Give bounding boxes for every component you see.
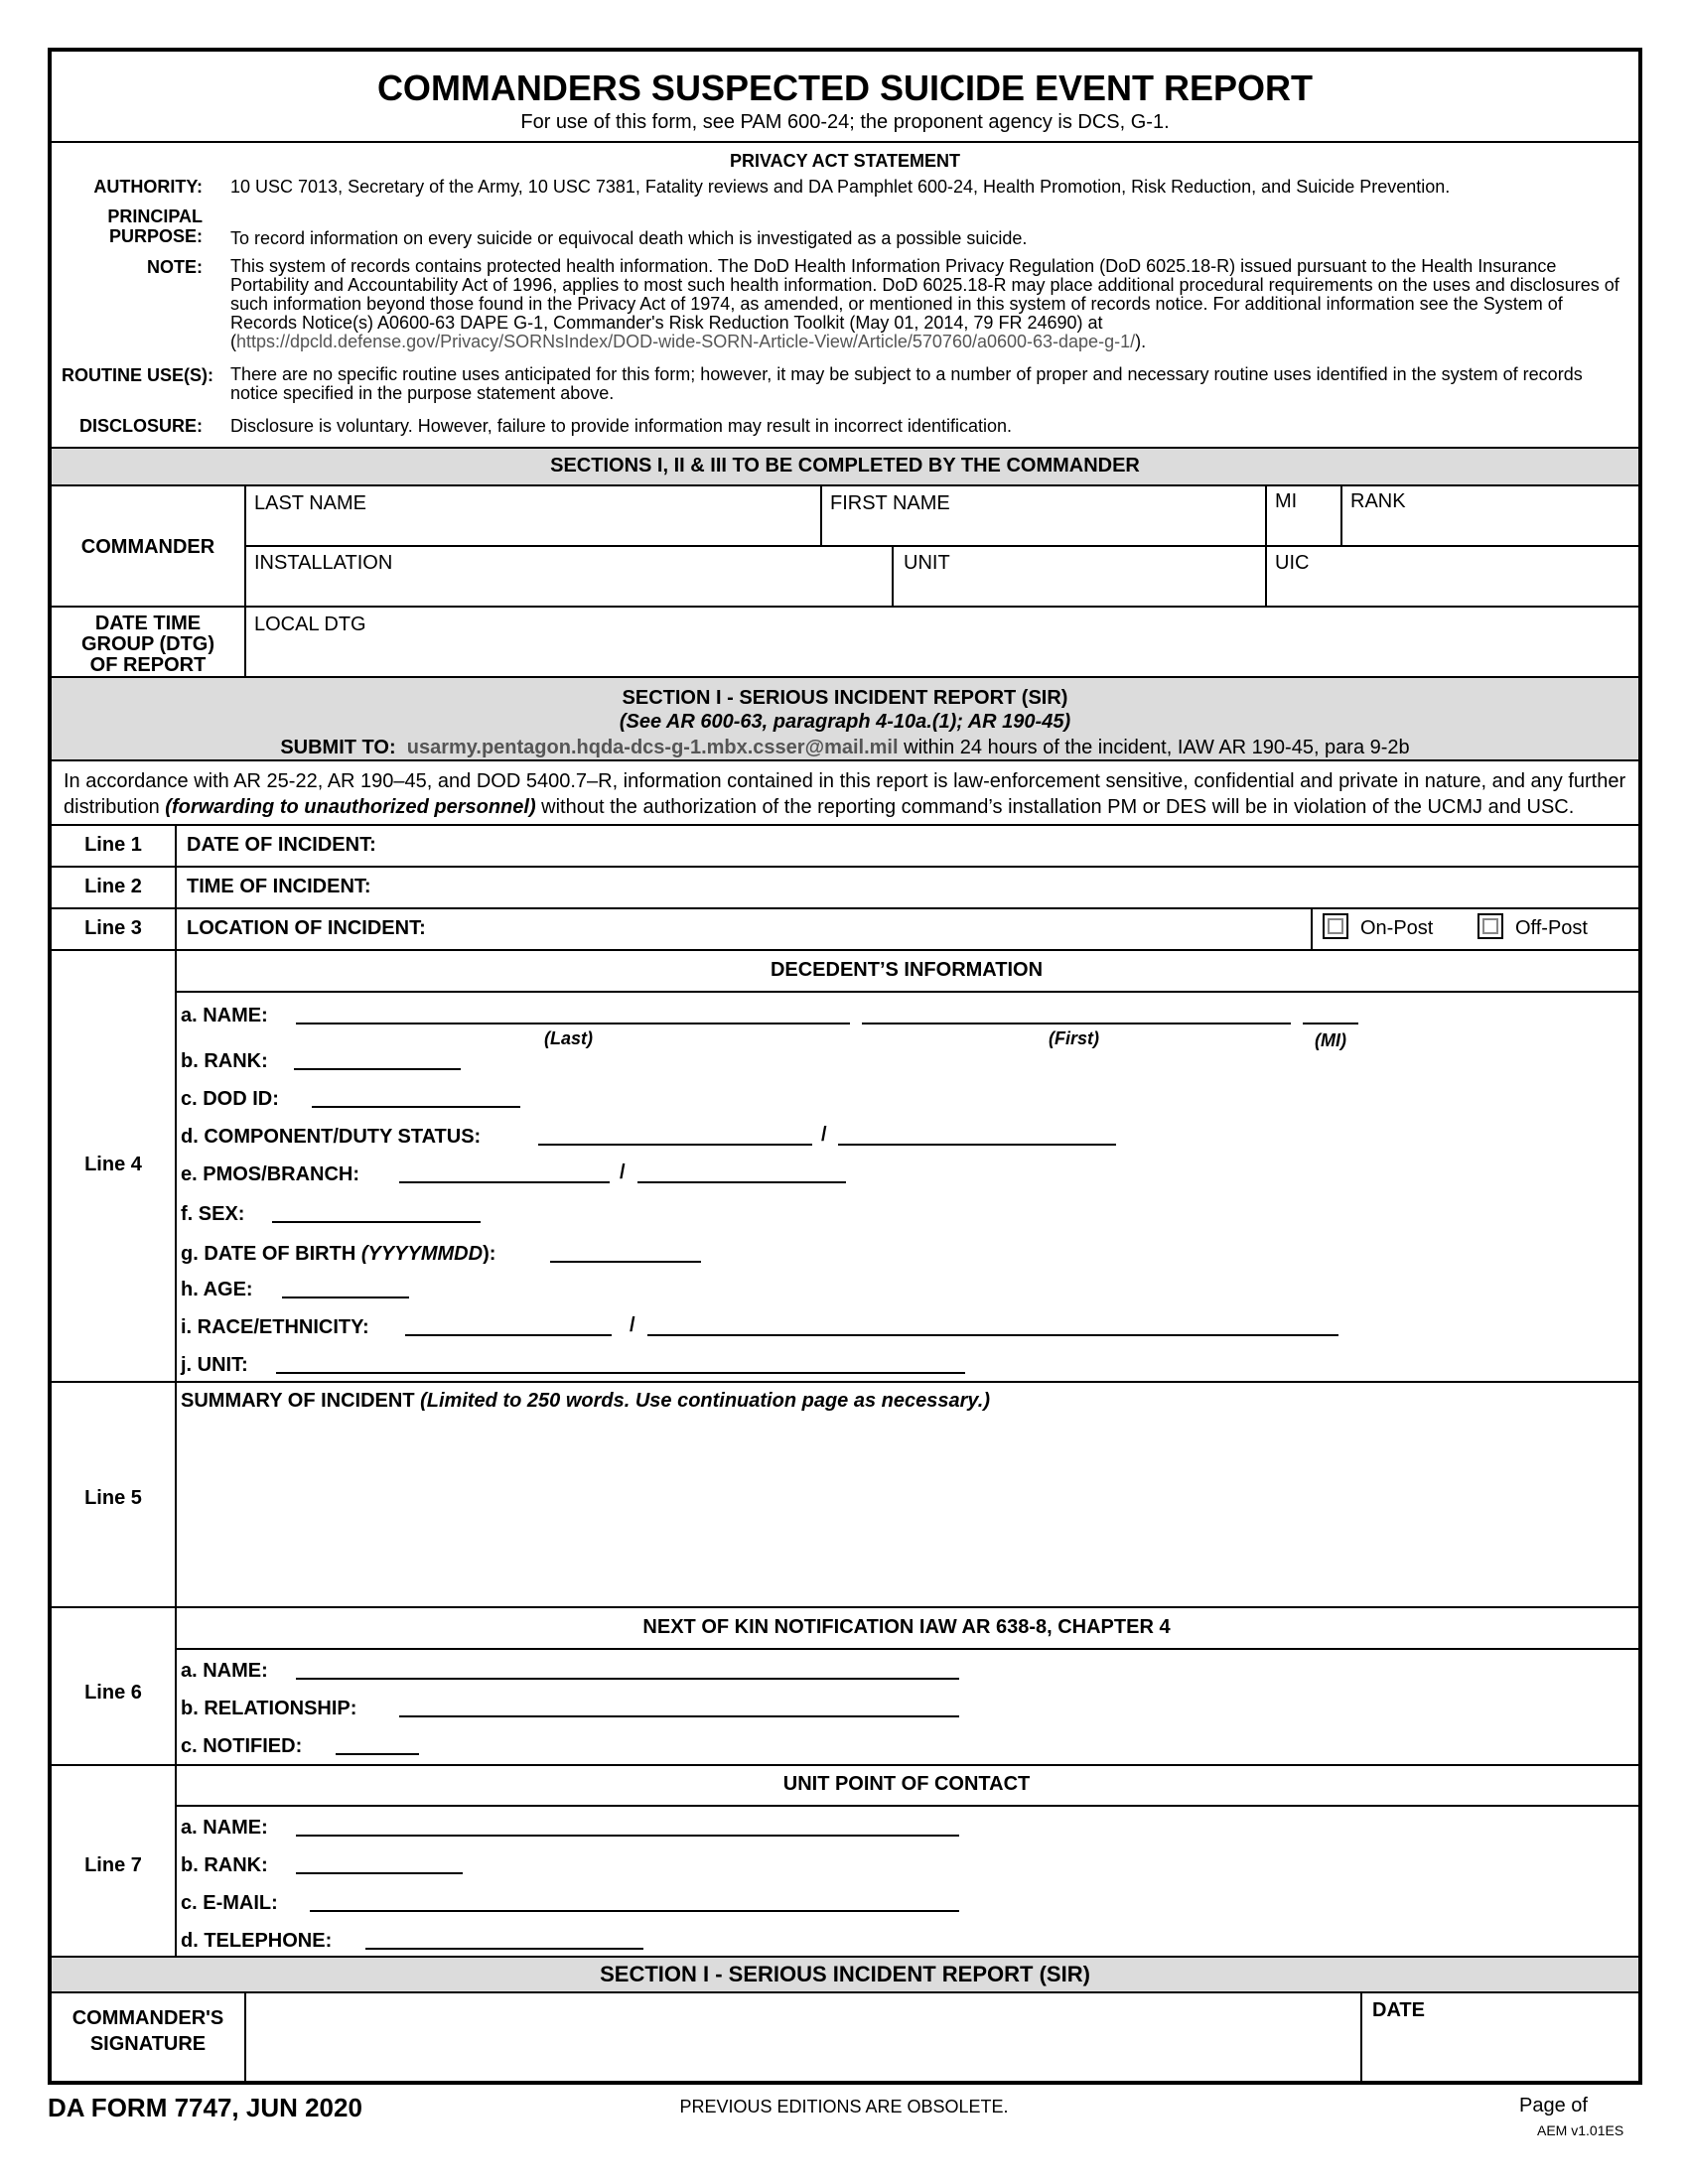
decedent-mi-input[interactable] [1303, 1023, 1358, 1024]
pmos-branch-label: e. PMOS/BRANCH: [181, 1163, 360, 1185]
commander-signature-label: COMMANDER'S SIGNATURE [71, 2007, 224, 2055]
poc-rank-input[interactable] [296, 1872, 463, 1874]
component-duty-status-label: d. COMPONENT/DUTY STATUS: [181, 1126, 482, 1148]
note-label: NOTE: [147, 257, 203, 277]
ethnicity-input[interactable] [647, 1334, 1338, 1336]
race-ethnicity-label: i. RACE/ETHNICITY: [181, 1316, 369, 1338]
privacy-heading: PRIVACY ACT STATEMENT [729, 151, 960, 171]
local-dtg-field[interactable]: LOCAL DTG [254, 614, 366, 635]
off-post-checkbox[interactable] [1477, 913, 1503, 939]
nok-relationship-input[interactable] [399, 1715, 959, 1717]
poc-rank-label: b. RANK: [181, 1854, 268, 1876]
note-paren-open: ( [230, 332, 236, 351]
date-of-birth-label: g. DATE OF BIRTH (YYYYMMDD): [181, 1243, 496, 1265]
line1-label: Line 1 [84, 834, 142, 856]
last-caption: (Last) [544, 1028, 593, 1048]
divider [52, 141, 1638, 143]
poc-telephone-label: d. TELEPHONE: [181, 1930, 333, 1952]
poc-email-label: c. E-MAIL: [181, 1892, 278, 1914]
race-input[interactable] [405, 1334, 612, 1336]
line2-label: Line 2 [84, 876, 142, 897]
decedent-unit-input[interactable] [276, 1372, 965, 1374]
time-of-incident-label: TIME OF INCIDENT: [187, 876, 371, 897]
purpose-label: PURPOSE: [108, 226, 203, 246]
poc-telephone-input[interactable] [365, 1948, 643, 1950]
decedent-age-input[interactable] [282, 1297, 409, 1298]
off-post-label: Off-Post [1515, 917, 1588, 939]
section1-title: SECTION I - SERIOUS INCIDENT REPORT (SIR) [622, 687, 1068, 709]
note-text [230, 257, 1620, 351]
on-post-label: On-Post [1360, 917, 1434, 939]
version-label: AEM v1.01ES [1537, 2122, 1624, 2138]
nok-heading: NEXT OF KIN NOTIFICATION IAW AR 638-8, CHAPTER 4 [642, 1616, 1171, 1638]
location-of-incident-label: LOCATION OF INCIDENT: [187, 917, 426, 939]
routine-text: There are no specific routine uses anticipated for this form; however, it may be subject to a number of proper and necessary routine uses identified in the system of records notice specified in the purpose statement above. [230, 364, 1583, 403]
section1-reference: (See AR 600-63, paragraph 4-10a.(1); AR 190-45) [619, 711, 1071, 733]
decedent-last-name-input[interactable] [296, 1023, 850, 1024]
decedent-unit-label: j. UNIT: [181, 1354, 248, 1376]
mi-caption: (MI) [1315, 1030, 1346, 1050]
page-number: Page of [1519, 2095, 1588, 2116]
decedent-age-label: h. AGE: [181, 1279, 253, 1300]
decedent-sex-label: f. SEX: [181, 1203, 245, 1225]
principal-label: PRINCIPAL [107, 206, 203, 226]
installation-field[interactable]: INSTALLATION [254, 552, 393, 574]
unit-field[interactable]: UNIT [904, 552, 950, 574]
dtg-label: DATE TIME GROUP (DTG) OF REPORT [80, 613, 215, 676]
line3-label: Line 3 [84, 917, 142, 939]
nok-notified-label: c. NOTIFIED: [181, 1735, 303, 1757]
mi-field[interactable]: MI [1275, 490, 1298, 512]
pmos-slash: / [620, 1161, 626, 1183]
form-id: DA FORM 7747, JUN 2020 [48, 2093, 362, 2122]
nok-name-input[interactable] [296, 1678, 959, 1680]
decedent-name-label: a. NAME: [181, 1005, 268, 1026]
on-post-checkbox[interactable] [1323, 913, 1348, 939]
duty-status-input[interactable] [838, 1144, 1116, 1146]
nok-notified-input[interactable] [336, 1753, 419, 1755]
submit-line [52, 737, 1638, 759]
pmos-input[interactable] [399, 1181, 610, 1183]
component-input[interactable] [538, 1144, 812, 1146]
first-name-field[interactable]: FIRST NAME [830, 492, 950, 514]
decedent-rank-label: b. RANK: [181, 1050, 268, 1072]
rank-field[interactable]: RANK [1350, 490, 1406, 512]
form-title: COMMANDERS SUSPECTED SUICIDE EVENT REPORT [376, 68, 1314, 108]
summary-textarea[interactable] [181, 1418, 1630, 1602]
date-of-incident-label: DATE OF INCIDENT: [187, 834, 376, 856]
first-caption: (First) [1049, 1028, 1099, 1048]
sorn-link[interactable]: https://dpcld.defense.gov/Privacy/SORNsIndex/DOD-wide-SORN-Article-View/Article/570760/a0600-63-dape-g-1/ [236, 332, 1136, 351]
note-body: This system of records contains protected health information. The DoD Health Information Privacy Regulation (DoD 6025.18-R) issued pursuant to the Health Insurance Portability and Accountability Act of 1996, applies to most such health information. DoD 6025.18-R may place additional procedural requirements on the uses and disclosures of such information beyond those found in the Privacy Act of 1974, as amended, or mentioned in this system of records notice. For additional information see the System of Records Notice(s) A0600-63 DAPE G-1, Commander's Risk Reduction Toolkit (May 01, 2014, 79 FR 24690) at [230, 256, 1619, 333]
signature-date-field[interactable]: DATE [1372, 1999, 1425, 2021]
signature-section-title: SECTION I - SERIOUS INCIDENT REPORT (SIR) [600, 1962, 1090, 1986]
authority-text: 10 USC 7013, Secretary of the Army, 10 USC 7381, Fatality reviews and DA Pamphlet 600-24, Health Promotion, Risk Reduction, and Suicide Prevention. [230, 177, 1451, 197]
decedent-dod-id-label: c. DOD ID: [181, 1088, 279, 1110]
law-enforcement-notice: In accordance with AR 25-22, AR 190–45, and DOD 5400.7–R, information contained in this report is law-enforcement sensitive, confidential and private in nature, and any further distribution (forwarding to unauthorized personnel) without the authorization of the reporting command’s installation PM or DES will be in violation of the UCMJ and USC. [64, 770, 1626, 818]
unit-poc-heading: UNIT POINT OF CONTACT [782, 1773, 1031, 1795]
summary-label: SUMMARY OF INCIDENT (Limited to 250 words. Use continuation page as necessary.) [181, 1390, 990, 1412]
line5-label: Line 5 [84, 1487, 142, 1509]
decedent-rank-input[interactable] [294, 1068, 461, 1070]
disclosure-label: DISCLOSURE: [78, 416, 203, 436]
nok-name-label: a. NAME: [181, 1660, 268, 1682]
purpose-text: To record information on every suicide or equivocal death which is investigated as a possible suicide. [230, 228, 1028, 248]
decedent-first-name-input[interactable] [862, 1023, 1291, 1024]
nok-relationship-label: b. RELATIONSHIP: [181, 1698, 357, 1719]
decedent-sex-input[interactable] [272, 1221, 481, 1223]
authority-label: AUTHORITY: [93, 177, 203, 197]
submit-email-link[interactable]: usarmy.pentagon.hqda-dcs-g-1.mbx.csser@mail.mil [406, 737, 899, 758]
line7-label: Line 7 [84, 1854, 142, 1876]
sections-heading: SECTIONS I, II & III TO BE COMPLETED BY THE COMMANDER [550, 455, 1140, 477]
poc-name-label: a. NAME: [181, 1817, 268, 1839]
commander-label: COMMANDER [80, 536, 215, 558]
poc-email-input[interactable] [310, 1910, 959, 1912]
routine-label: ROUTINE USE(S): [62, 365, 213, 385]
line6-label: Line 6 [84, 1682, 142, 1704]
date-of-birth-input[interactable] [550, 1261, 701, 1263]
uic-field[interactable]: UIC [1275, 552, 1310, 574]
decedent-heading: DECEDENT’S INFORMATION [770, 959, 1044, 981]
last-name-field[interactable]: LAST NAME [254, 492, 366, 514]
disclosure-text: Disclosure is voluntary. However, failure to provide information may result in incorrect identification. [230, 416, 1012, 436]
submit-instructions: within 24 hours of the incident, IAW AR 190-45, para 9-2b [898, 737, 1410, 758]
commander-signature-field[interactable] [250, 1995, 1352, 2077]
branch-input[interactable] [637, 1181, 846, 1183]
line4-label: Line 4 [84, 1154, 142, 1175]
note-paren-close: ). [1135, 332, 1147, 351]
decedent-dod-id-input[interactable] [312, 1106, 520, 1108]
race-slash: / [630, 1314, 635, 1336]
form-subtitle: For use of this form, see PAM 600-24; the proponent agency is DCS, G-1. [520, 111, 1170, 133]
submit-label: SUBMIT TO: [280, 737, 396, 758]
obsolete-notice: PREVIOUS EDITIONS ARE OBSOLETE. [679, 2097, 1009, 2116]
form-frame [48, 48, 1642, 2085]
component-slash: / [821, 1124, 827, 1146]
poc-name-input[interactable] [296, 1835, 959, 1837]
